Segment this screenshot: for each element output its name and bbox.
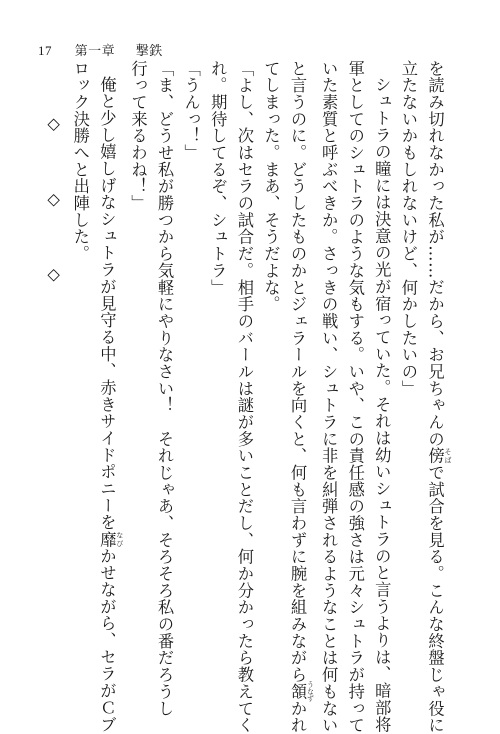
ruby-annotation: 頷 うなず [288, 681, 315, 703]
ruby-annotation: 靡 なび [97, 530, 124, 548]
page-number: 17 [38, 43, 52, 58]
text-line: シュトラの瞳には決意の光が宿っていた。それは幼いシュトラのと言うよりは、暗部将 [372, 76, 392, 734]
text-line: を読み切れなかった私が……だから、お兄ちゃんの傍 そばで試合を見る。こんな終盤じゃ役に [425, 60, 452, 734]
text-line: いた素質と呼ぶべきか。さっきの戦い、シュトラに非を糾弾されるようなことは何もない [319, 60, 339, 734]
text-line: 立たないかもしれないけど、何かしたいの」 [398, 60, 418, 397]
chapter-label: 第一章 [74, 44, 116, 59]
text-line: と言うのに。どうしたものかとジェラールを向くと、何も言わずに腕を組みながら頷 うなずかれ [288, 60, 315, 734]
text-line: 行って来るわね！」 [128, 60, 148, 212]
text-line: 「よし、次はセラの試合だ。相手のバールは謎が多いことだし、何か分かったら教えてく [234, 60, 254, 734]
text-line: 「うんっ！」 [181, 60, 201, 162]
text-line: ロック決勝へと出陣した。 [70, 60, 90, 263]
scene-break: ◇ ◇ ◇ [44, 114, 64, 304]
text-line: れ。期待してるぞ、シュトラ」 [208, 60, 228, 296]
text-line: てしまった。まあ、そうだよな。 [261, 60, 281, 313]
text-line: 俺と少し嬉しげなシュトラが見守る中、赤きサイドポニーを靡 なびかせながら、セラがＣブ [97, 76, 124, 734]
text-line: 「ま、どうせ私が勝つから気軽にやりなさい！ それじゃあ、そろそろ私の番だろうし [155, 60, 175, 717]
chapter-title: 撃鉄 [135, 44, 163, 59]
body-text [32, 60, 452, 734]
page-header [38, 40, 163, 59]
ruby-annotation: 傍 そば [425, 447, 452, 465]
text-line: 軍としてのシュトラのような気もする。いや、この責任感の強さは元々シュトラが持って [345, 60, 365, 734]
